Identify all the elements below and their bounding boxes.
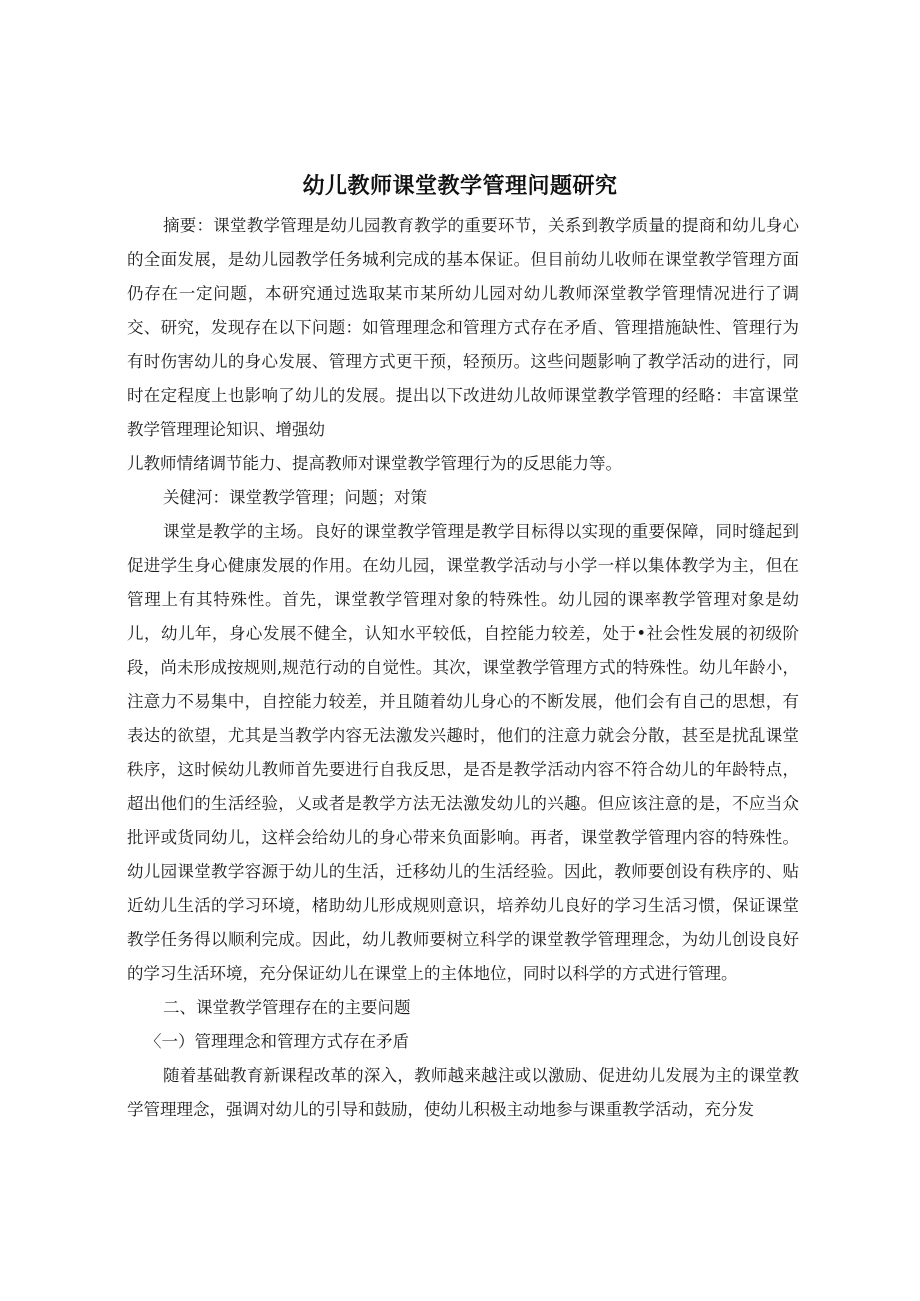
body-paragraph: 随着基础教育新课程改革的深入，教师越来越注或以激励、促进幼儿发展为主的课堂教学管理理念，强调对幼儿的引导和鼓励，使幼儿积极主动地参与课重教学活动，充分发 bbox=[127, 1066, 799, 1119]
keywords-line: 关健河：课堂教学管理；问题；对策 bbox=[163, 488, 427, 507]
abstract-paragraph: 摘要：课堂教学管理是幼儿园教育教学的重要环节，关系到教学质量的提商和幼儿身心的全面发展，是幼儿园教学任务城利完成的基本保证。但目前幼儿收师在课堂教学管理方面仍存在一定问题，本研究通过选取某市某所幼儿园对幼儿教师深堂教学管理情况进行了调交、研究，发现存在以下问题：如管理理念和管理方式存在矛盾、管理措施缺性、管理行为有时伤害幼儿的身心发展、管理方式更干预，轻预历。这些问题影响了教学活动的进行，同时在定程度上也影响了幼儿的发展。提出以下改进幼儿故师课堂教学管理的经略：丰富课堂教学管理理论知识、增强幼 bbox=[127, 216, 799, 439]
abstract-continuation: 儿教师情绪调节能力、提高教师对课堂教学管理行为的反思能力等。 bbox=[127, 454, 622, 473]
document-body bbox=[127, 209, 799, 1127]
intro-paragraph: 课堂是教学的主场。良好的课堂教学管理是教学目标得以实现的重要保障，同时缝起到促进学生身心健康发展的作用。在幼儿园，课堂教学活动与小学一样以集体教学为主，但在管理上有其特殊性。首先，课堂教学管理对象的特殊性。幼儿园的课率教学管理对象是幼儿，幼儿年，身心发展不健全，认知水平较低，自控能力较差，处于•社会性发展的初级阶段，尚未形成按规则,规范行动的自觉性。其次，课堂教学管理方式的特殊性。幼儿年龄小，注意力不易集中，自控能力较差，并且随着幼儿身心的不断发展，他们会有自己的思想，有表达的欲望，尤其是当教学内容无法激发兴趣时，他们的注意力就会分散，甚至是扰乱课堂秩序，这时候幼儿教师首先要进行自我反思，是否是教学活动内容不符合幼儿的年龄特点，超出他们的生活经验，乂或者是教学方法无法激发幼儿的兴趣。但应该注意的是，不应当众批评或货同幼儿，这样会给幼儿的身心带来负面影响。再者，课堂教学管理内容的特殊性。幼儿园课堂教学容源于幼儿的生活，迁移幼儿的生活经验。因此，教师要创设有秩序的、贴近幼儿生活的学习环境，楮助幼儿形成规则意识，培养幼儿良好的学习生活习惯，保证课堂教学任务得以顺利完成。因此，幼儿教师要树立科学的课堂教学管理理念，为幼儿创设良好的学习生活环境，充分保证幼儿在课堂上的主体地位，同时以科学的方式进行管理。 bbox=[127, 522, 799, 983]
section-heading: 二、课堂教学管理存在的主要问题 bbox=[163, 998, 411, 1017]
subsection-heading: 〈一）管理理念和管理方式存在矛盾 bbox=[145, 1032, 409, 1051]
document-title: 幼儿教师课堂教学管理问题研究 bbox=[302, 174, 618, 199]
